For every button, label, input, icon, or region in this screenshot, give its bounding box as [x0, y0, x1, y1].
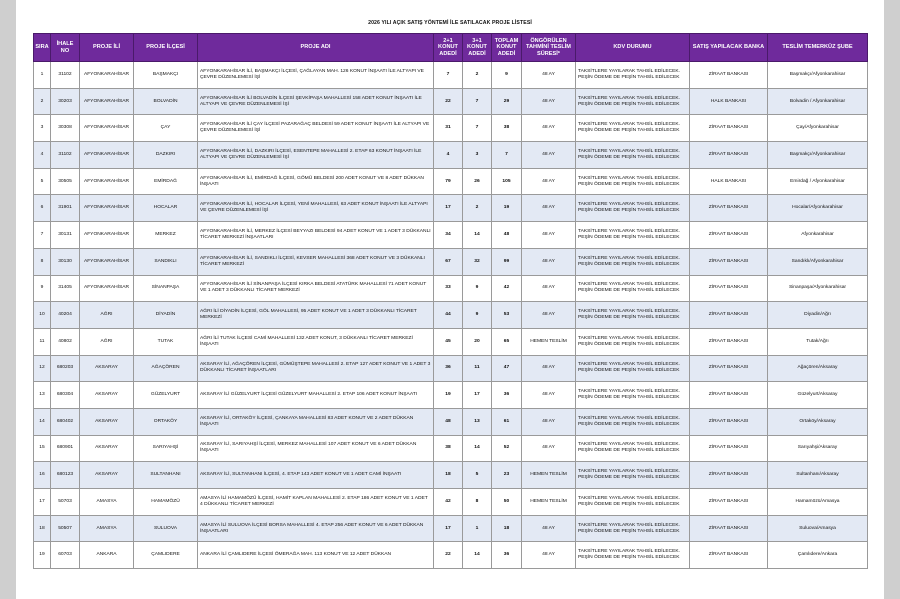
cell-kdv-durumu: TAKSİTLERE YAYILARAK TAHSİL EDİLECEK. PEŞİN ÖDEME DE PEŞİN TAHSİL EDİLECEK — [576, 328, 690, 355]
cell-2plus1: 7 — [434, 62, 463, 89]
cell-proje-adi: AFYONKARAHİSAR İLİ, DAZKIRI İLÇESİ, ESENTEPE MAHALLESİ 2. ETAP 63 KONUT İNŞAATI İLE ALTYAPI VE ÇEVRE DÜZENLEMESİ İŞİ — [198, 142, 434, 169]
cell-2plus1: 45 — [434, 328, 463, 355]
cell-proje-ili: AMASYA — [80, 489, 134, 516]
cell-teslim-sube: Suluova/Amasya — [768, 515, 868, 542]
cell-kdv-durumu: TAKSİTLERE YAYILARAK TAHSİL EDİLECEK. PEŞİN ÖDEME DE PEŞİN TAHSİL EDİLECEK — [576, 515, 690, 542]
cell-teslim-suresi: 48 AY — [522, 88, 576, 115]
cell-kdv-durumu: TAKSİTLERE YAYILARAK TAHSİL EDİLECEK. PEŞİN ÖDEME DE PEŞİN TAHSİL EDİLECEK — [576, 88, 690, 115]
cell-banka: ZİRAAT BANKASI — [690, 462, 768, 489]
table-row — [34, 222, 868, 249]
cell-toplam: 38 — [492, 115, 522, 142]
cell-ihale-no: 31901 — [51, 195, 80, 222]
cell-sira: 10 — [34, 302, 51, 329]
cell-teslim-sube: Hamamözü/Amasya — [768, 489, 868, 516]
cell-banka: ZİRAAT BANKASI — [690, 382, 768, 409]
cell-proje-adi: AKSARAY İLİ, SARIYAHŞİ İLÇESİ, MERKEZ MAHALLESİ 107 ADET KONUT VE 6 ADET DÜKKAN İNŞAATI — [198, 435, 434, 462]
cell-3plus1: 14 — [463, 542, 492, 569]
cell-proje-adi: AFYONKARAHİSAR İLİ, HOCALAR İLÇESİ, YENİ MAHALLESİ, 63 ADET KONUT İNŞAATI İLE ALTYAPI VE ÇEVRE DÜZENLEMESİ İŞİ — [198, 195, 434, 222]
cell-3plus1: 32 — [463, 248, 492, 275]
cell-sira: 18 — [34, 515, 51, 542]
cell-2plus1: 19 — [434, 382, 463, 409]
cell-toplam: 42 — [492, 275, 522, 302]
cell-proje-ilcesi: EMİRDAĞ — [134, 168, 198, 195]
header-2plus1: 2+1 KONUT ADEDİ — [434, 34, 463, 62]
cell-kdv-durumu: TAKSİTLERE YAYILARAK TAHSİL EDİLECEK. PEŞİN ÖDEME DE PEŞİN TAHSİL EDİLECEK — [576, 62, 690, 89]
cell-proje-ili: AFYONKARAHİSAR — [80, 88, 134, 115]
cell-teslim-sube: Çay/Afyonkarahisar — [768, 115, 868, 142]
cell-banka: HALK BANKASI — [690, 168, 768, 195]
cell-toplam: 65 — [492, 328, 522, 355]
table-row — [34, 408, 868, 435]
cell-banka: ZİRAAT BANKASI — [690, 115, 768, 142]
project-table — [33, 33, 868, 569]
cell-toplam: 105 — [492, 168, 522, 195]
cell-sira: 6 — [34, 195, 51, 222]
header-proje-adi: PROJE ADI — [198, 34, 434, 62]
cell-proje-adi: AFYONKARAHİSAR İLİ, BAŞMAKÇI İLÇESİ, ÇAĞLAYAN MAH. 126 KONUT İNŞAATI İLE ALTYAPI VE ÇEVRE DÜZENLEMESİ İŞİ — [198, 62, 434, 89]
cell-banka: ZİRAAT BANKASI — [690, 275, 768, 302]
cell-proje-ilcesi: SULUOVA — [134, 515, 198, 542]
cell-proje-adi: AFYONKARAHİSAR İLİ, EMİRDAĞ İLÇESİ, GÖMÜ BELDESİ 200 ADET KONUT VE 8 ADET DÜKKAN İNŞAATI — [198, 168, 434, 195]
cell-kdv-durumu: TAKSİTLERE YAYILARAK TAHSİL EDİLECEK. PEŞİN ÖDEME DE PEŞİN TAHSİL EDİLECEK — [576, 142, 690, 169]
table-row — [34, 248, 868, 275]
cell-toplam: 7 — [492, 142, 522, 169]
cell-3plus1: 7 — [463, 115, 492, 142]
header-teslim-sube: TESLİM TEMERKÜZ ŞUBE — [768, 34, 868, 62]
table-row — [34, 462, 868, 489]
cell-proje-ilcesi: AĞAÇÖREN — [134, 355, 198, 382]
cell-kdv-durumu: TAKSİTLERE YAYILARAK TAHSİL EDİLECEK. PEŞİN ÖDEME DE PEŞİN TAHSİL EDİLECEK — [576, 542, 690, 569]
cell-toplam: 29 — [492, 88, 522, 115]
cell-teslim-suresi: 48 AY — [522, 275, 576, 302]
cell-teslim-suresi: 48 AY — [522, 195, 576, 222]
cell-toplam: 61 — [492, 408, 522, 435]
cell-proje-adi: AFYONKARAHİSAR İLİ, MERKEZ İLÇESİ BEYYAZI BELDESİ 94 ADET KONUT VE 1 ADET 3 DÜKKANLI TİCARET MERKEZİ İNŞAATLARI — [198, 222, 434, 249]
cell-kdv-durumu: TAKSİTLERE YAYILARAK TAHSİL EDİLECEK. PEŞİN ÖDEME DE PEŞİN TAHSİL EDİLECEK — [576, 382, 690, 409]
cell-proje-ili: AFYONKARAHİSAR — [80, 142, 134, 169]
cell-teslim-sube: Emirdağ / Afyonkarahisar — [768, 168, 868, 195]
document-title: 2026 YILI AÇIK SATIŞ YÖNTEMİ İLE SATILACAK PROJE LİSTESİ — [368, 20, 532, 26]
cell-teslim-sube: Çamlıdere/Ankara — [768, 542, 868, 569]
cell-teslim-sube: Bolvadin / Afyonkarahisar — [768, 88, 868, 115]
cell-proje-ilcesi: BAŞMAKÇI — [134, 62, 198, 89]
cell-proje-ili: AĞRI — [80, 302, 134, 329]
cell-kdv-durumu: TAKSİTLERE YAYILARAK TAHSİL EDİLECEK. PEŞİN ÖDEME DE PEŞİN TAHSİL EDİLECEK — [576, 355, 690, 382]
table-row — [34, 515, 868, 542]
cell-3plus1: 14 — [463, 222, 492, 249]
header-teslim-suresi: ÖNGÖRÜLEN TAHMİNİ TESLİM SÜRESİ* — [522, 34, 576, 62]
cell-proje-adi: AĞRI İLİ DİYADİN İLÇESİ, GÖL MAHALLESİ, 95 ADET KONUT VE 1 ADET 3 DÜKKANLI TİCARET MERKEZİ — [198, 302, 434, 329]
cell-banka: ZİRAAT BANKASI — [690, 489, 768, 516]
cell-ihale-no: 30130 — [51, 248, 80, 275]
cell-proje-ili: AĞRI — [80, 328, 134, 355]
cell-proje-ili: AKSARAY — [80, 355, 134, 382]
cell-ihale-no: 50507 — [51, 515, 80, 542]
cell-banka: ZİRAAT BANKASI — [690, 435, 768, 462]
cell-banka: ZİRAAT BANKASI — [690, 62, 768, 89]
table-row — [34, 435, 868, 462]
cell-proje-ili: AFYONKARAHİSAR — [80, 248, 134, 275]
cell-ihale-no: 680203 — [51, 355, 80, 382]
header-3plus1: 3+1 KONUT ADEDİ — [463, 34, 492, 62]
cell-teslim-sube: Sandıklı/Afyonkarahisar — [768, 248, 868, 275]
cell-toplam: 99 — [492, 248, 522, 275]
cell-3plus1: 9 — [463, 302, 492, 329]
cell-toplam: 48 — [492, 222, 522, 249]
cell-teslim-suresi: 48 AY — [522, 382, 576, 409]
table-row — [34, 382, 868, 409]
cell-proje-ilcesi: SULTANHANI — [134, 462, 198, 489]
cell-proje-adi: ANKARA İLİ ÇAMLIDERE İLÇESİ ÖMERAĞA MAH. 113 KONUT VE 12 ADET DÜKKAN — [198, 542, 434, 569]
cell-kdv-durumu: TAKSİTLERE YAYILARAK TAHSİL EDİLECEK. PEŞİN ÖDEME DE PEŞİN TAHSİL EDİLECEK — [576, 168, 690, 195]
cell-proje-ilcesi: SANDIKLI — [134, 248, 198, 275]
cell-toplam: 50 — [492, 489, 522, 516]
cell-sira: 3 — [34, 115, 51, 142]
header-sira: SIRA — [34, 34, 51, 62]
cell-3plus1: 1 — [463, 515, 492, 542]
cell-teslim-suresi: 48 AY — [522, 302, 576, 329]
cell-teslim-sube: Tutak/Ağrı — [768, 328, 868, 355]
cell-3plus1: 7 — [463, 88, 492, 115]
table-row — [34, 88, 868, 115]
cell-2plus1: 79 — [434, 168, 463, 195]
cell-proje-ili: AFYONKARAHİSAR — [80, 195, 134, 222]
cell-kdv-durumu: TAKSİTLERE YAYILARAK TAHSİL EDİLECEK. PEŞİN ÖDEME DE PEŞİN TAHSİL EDİLECEK — [576, 302, 690, 329]
cell-proje-ilcesi: TUTAK — [134, 328, 198, 355]
cell-proje-ili: AFYONKARAHİSAR — [80, 62, 134, 89]
cell-proje-adi: AMASYA İLİ HAMAMÖZÜ İLÇESİ, HAMİT KAPLAN MAHALLESİ 2. ETAP 186 ADET KONUT VE 1 ADET 4 DÜKKANLI TİCARET MERKEZİ — [198, 489, 434, 516]
cell-proje-ili: AKSARAY — [80, 382, 134, 409]
cell-kdv-durumu: TAKSİTLERE YAYILARAK TAHSİL EDİLECEK. PEŞİN ÖDEME DE PEŞİN TAHSİL EDİLECEK — [576, 275, 690, 302]
cell-toplam: 36 — [492, 382, 522, 409]
cell-proje-adi: AFYONKARAHİSAR İLİ, SANDIKLI İLÇESİ, KEVSER MAHALLESİ 368 ADET KONUT VE 3 DÜKKANLI TİCARET MERKEZİ — [198, 248, 434, 275]
cell-teslim-sube: Güzelyurt/Aksaray — [768, 382, 868, 409]
cell-teslim-sube: Ağaçören/Aksaray — [768, 355, 868, 382]
cell-sira: 4 — [34, 142, 51, 169]
table-row — [34, 328, 868, 355]
cell-2plus1: 33 — [434, 275, 463, 302]
cell-toplam: 18 — [492, 515, 522, 542]
cell-teslim-suresi: 48 AY — [522, 435, 576, 462]
header-banka: SATIŞ YAPILACAK BANKA — [690, 34, 768, 62]
cell-ihale-no: 30203 — [51, 88, 80, 115]
cell-2plus1: 4 — [434, 142, 463, 169]
cell-proje-adi: AKSARAY İLİ GÜZELYURT İLÇESİ GÜZELYURT MAHALLESİ 2. ETAP 106 ADET KONUT İNŞAATI — [198, 382, 434, 409]
cell-teslim-sube: Sultanhanı/Aksaray — [768, 462, 868, 489]
table-row — [34, 489, 868, 516]
cell-ihale-no: 680901 — [51, 435, 80, 462]
cell-proje-ili: AKSARAY — [80, 408, 134, 435]
cell-teslim-suresi: 48 AY — [522, 222, 576, 249]
cell-teslim-suresi: HEMEN TESLİM — [522, 489, 576, 516]
cell-ihale-no: 680123 — [51, 462, 80, 489]
header-proje-ilcesi: PROJE İLÇESİ — [134, 34, 198, 62]
cell-proje-ili: AKSARAY — [80, 435, 134, 462]
cell-teslim-sube: Ortaköy/Aksaray — [768, 408, 868, 435]
cell-teslim-sube: Sinanpaşa/Afyonkarahisar — [768, 275, 868, 302]
cell-proje-ili: AKSARAY — [80, 462, 134, 489]
cell-sira: 8 — [34, 248, 51, 275]
cell-2plus1: 67 — [434, 248, 463, 275]
cell-2plus1: 48 — [434, 408, 463, 435]
cell-sira: 7 — [34, 222, 51, 249]
cell-2plus1: 22 — [434, 542, 463, 569]
cell-proje-adi: AKSARAY İLİ, ORTAKÖY İLÇESİ, ÇANKAYA MAHALLESİ 83 ADET KONUT VE 2 ADET DÜKKAN İNŞAATI — [198, 408, 434, 435]
cell-toplam: 9 — [492, 62, 522, 89]
cell-kdv-durumu: TAKSİTLERE YAYILARAK TAHSİL EDİLECEK. PEŞİN ÖDEME DE PEŞİN TAHSİL EDİLECEK — [576, 462, 690, 489]
cell-proje-ili: ANKARA — [80, 542, 134, 569]
cell-3plus1: 14 — [463, 435, 492, 462]
cell-banka: ZİRAAT BANKASI — [690, 408, 768, 435]
cell-toplam: 23 — [492, 462, 522, 489]
table-row — [34, 195, 868, 222]
cell-sira: 16 — [34, 462, 51, 489]
cell-kdv-durumu: TAKSİTLERE YAYILARAK TAHSİL EDİLECEK. PEŞİN ÖDEME DE PEŞİN TAHSİL EDİLECEK — [576, 222, 690, 249]
cell-sira: 9 — [34, 275, 51, 302]
cell-3plus1: 3 — [463, 142, 492, 169]
cell-proje-adi: AMASYA İLİ SULUOVA İLÇESİ BORSA MAHALLESİ 4. ETAP 256 ADET KONUT VE 6 ADET DÜKKAN İNŞAATLARI — [198, 515, 434, 542]
cell-2plus1: 17 — [434, 195, 463, 222]
cell-sira: 1 — [34, 62, 51, 89]
cell-toplam: 47 — [492, 355, 522, 382]
cell-banka: ZİRAAT BANKASI — [690, 542, 768, 569]
cell-sira: 2 — [34, 88, 51, 115]
cell-2plus1: 31 — [434, 115, 463, 142]
cell-proje-ilcesi: ORTAKÖY — [134, 408, 198, 435]
cell-3plus1: 9 — [463, 275, 492, 302]
cell-banka: ZİRAAT BANKASI — [690, 142, 768, 169]
cell-proje-ilcesi: DAZKIRI — [134, 142, 198, 169]
cell-proje-ili: AFYONKARAHİSAR — [80, 115, 134, 142]
cell-proje-ilcesi: HAMAMÖZÜ — [134, 489, 198, 516]
cell-ihale-no: 30308 — [51, 115, 80, 142]
cell-banka: ZİRAAT BANKASI — [690, 328, 768, 355]
table-row — [34, 62, 868, 89]
cell-2plus1: 34 — [434, 222, 463, 249]
cell-proje-ilcesi: SARIYAHŞİ — [134, 435, 198, 462]
cell-toplam: 36 — [492, 542, 522, 569]
table-row — [34, 275, 868, 302]
cell-teslim-suresi: 48 AY — [522, 115, 576, 142]
cell-teslim-suresi: 48 AY — [522, 142, 576, 169]
cell-banka: ZİRAAT BANKASI — [690, 248, 768, 275]
cell-teslim-suresi: 48 AY — [522, 355, 576, 382]
cell-ihale-no: 680402 — [51, 408, 80, 435]
table-row — [34, 355, 868, 382]
cell-teslim-suresi: 48 AY — [522, 542, 576, 569]
cell-3plus1: 11 — [463, 355, 492, 382]
cell-teslim-sube: Afyonkarahisar — [768, 222, 868, 249]
cell-banka: ZİRAAT BANKASI — [690, 302, 768, 329]
cell-proje-adi: AFYONKARAHİSAR İLİ BOLVADİN İLÇESİ ŞEVKİPAŞA MAHALLESİ 158 ADET KONUT İNŞAATI İLE ALTYAPI VE ÇEVRE DÜZENLEMESİ İŞİ — [198, 88, 434, 115]
cell-3plus1: 26 — [463, 168, 492, 195]
cell-2plus1: 17 — [434, 515, 463, 542]
cell-sira: 19 — [34, 542, 51, 569]
cell-teslim-suresi: HEMEN TESLİM — [522, 328, 576, 355]
cell-kdv-durumu: TAKSİTLERE YAYILARAK TAHSİL EDİLECEK. PEŞİN ÖDEME DE PEŞİN TAHSİL EDİLECEK — [576, 435, 690, 462]
header-kdv-durumu: KDV DURUMU — [576, 34, 690, 62]
cell-3plus1: 5 — [463, 462, 492, 489]
cell-kdv-durumu: TAKSİTLERE YAYILARAK TAHSİL EDİLECEK. PEŞİN ÖDEME DE PEŞİN TAHSİL EDİLECEK — [576, 115, 690, 142]
cell-teslim-suresi: 48 AY — [522, 168, 576, 195]
cell-teslim-sube: Başmakçı/Afyonkarahisar — [768, 142, 868, 169]
cell-proje-ilcesi: GÜZELYURT — [134, 382, 198, 409]
cell-2plus1: 36 — [434, 355, 463, 382]
cell-sira: 11 — [34, 328, 51, 355]
cell-teslim-suresi: 48 AY — [522, 62, 576, 89]
table-row — [34, 542, 868, 569]
cell-teslim-sube: Başmakçı/Afyonkarahisar — [768, 62, 868, 89]
cell-proje-ilcesi: BOLVADİN — [134, 88, 198, 115]
cell-sira: 13 — [34, 382, 51, 409]
cell-proje-adi: AKSARAY İLİ, SULTANHANI İLÇESİ, 4. ETAP 143 ADET KONUT VE 1 ADET CAMİ İNŞAATI — [198, 462, 434, 489]
cell-ihale-no: 60703 — [51, 542, 80, 569]
cell-proje-ili: AFYONKARAHİSAR — [80, 222, 134, 249]
cell-proje-ili: AFYONKARAHİSAR — [80, 168, 134, 195]
cell-proje-ilcesi: DİYADİN — [134, 302, 198, 329]
cell-sira: 17 — [34, 489, 51, 516]
cell-kdv-durumu: TAKSİTLERE YAYILARAK TAHSİL EDİLECEK. PEŞİN ÖDEME DE PEŞİN TAHSİL EDİLECEK — [576, 489, 690, 516]
cell-3plus1: 17 — [463, 382, 492, 409]
table-row — [34, 168, 868, 195]
cell-teslim-suresi: 48 AY — [522, 408, 576, 435]
table-row — [34, 142, 868, 169]
cell-proje-adi: AĞRI İLİ TUTAK İLÇESİ CAMİ MAHALLESİ 132 ADET KONUT, 3 DÜKKANLI TİCARET MERKEZİ İNŞAATI — [198, 328, 434, 355]
cell-kdv-durumu: TAKSİTLERE YAYILARAK TAHSİL EDİLECEK. PEŞİN ÖDEME DE PEŞİN TAHSİL EDİLECEK — [576, 195, 690, 222]
cell-ihale-no: 31102 — [51, 142, 80, 169]
cell-teslim-suresi: 48 AY — [522, 248, 576, 275]
header-proje-ili: PROJE İLİ — [80, 34, 134, 62]
cell-2plus1: 44 — [434, 302, 463, 329]
cell-3plus1: 2 — [463, 62, 492, 89]
cell-toplam: 53 — [492, 302, 522, 329]
cell-toplam: 52 — [492, 435, 522, 462]
cell-proje-adi: AFYONKARAHİSAR İLİ SİNANPAŞA İLÇESİ KIRKA BELDESİ ATATÜRK MAHALLESİ 71 ADET KONUT VE 1 ADET 3 DÜKKANLI TİCARET MERKEZİ — [198, 275, 434, 302]
cell-proje-ilcesi: ÇAMLIDERE — [134, 542, 198, 569]
cell-teslim-suresi: HEMEN TESLİM — [522, 462, 576, 489]
cell-ihale-no: 40802 — [51, 328, 80, 355]
cell-3plus1: 2 — [463, 195, 492, 222]
cell-ihale-no: 40204 — [51, 302, 80, 329]
cell-proje-adi: AKSARAY İLİ, AĞAÇÖREN İLÇESİ, GÜMÜŞTEPE MAHALLESİ 2. ETAP 127 ADET KONUT VE 1 ADET 3 DÜKKANLI TİCARET İNŞAATLARI — [198, 355, 434, 382]
cell-sira: 5 — [34, 168, 51, 195]
cell-kdv-durumu: TAKSİTLERE YAYILARAK TAHSİL EDİLECEK. PEŞİN ÖDEME DE PEŞİN TAHSİL EDİLECEK — [576, 248, 690, 275]
cell-ihale-no: 31405 — [51, 275, 80, 302]
cell-proje-ilcesi: MERKEZ — [134, 222, 198, 249]
cell-ihale-no: 31102 — [51, 62, 80, 89]
cell-ihale-no: 50703 — [51, 489, 80, 516]
table-row — [34, 115, 868, 142]
table-header-row — [34, 34, 868, 62]
cell-banka: HALK BANKASI — [690, 88, 768, 115]
cell-teslim-sube: Hocalar/Afyonkarahisar — [768, 195, 868, 222]
cell-proje-ilcesi: HOCALAR — [134, 195, 198, 222]
header-toplam: TOPLAM KONUT ADEDİ — [492, 34, 522, 62]
cell-2plus1: 38 — [434, 435, 463, 462]
cell-toplam: 19 — [492, 195, 522, 222]
cell-proje-adi: AFYONKARAHİSAR İLİ ÇAY İLÇESİ PAZARAĞAÇ BELDESİ 59 ADET KONUT İNŞAATI İLE ALTYAPI VE ÇEVRE DÜZENLEMESİ İŞİ — [198, 115, 434, 142]
cell-ihale-no: 30505 — [51, 168, 80, 195]
cell-banka: ZİRAAT BANKASI — [690, 515, 768, 542]
cell-banka: ZİRAAT BANKASI — [690, 222, 768, 249]
table-row — [34, 302, 868, 329]
cell-kdv-durumu: TAKSİTLERE YAYILARAK TAHSİL EDİLECEK. PEŞİN ÖDEME DE PEŞİN TAHSİL EDİLECEK — [576, 408, 690, 435]
cell-ihale-no: 30131 — [51, 222, 80, 249]
cell-teslim-sube: Sarıyahşi/Aksaray — [768, 435, 868, 462]
cell-proje-ilcesi: ÇAY — [134, 115, 198, 142]
document-page — [16, 0, 884, 599]
cell-sira: 14 — [34, 408, 51, 435]
cell-sira: 15 — [34, 435, 51, 462]
cell-sira: 12 — [34, 355, 51, 382]
cell-3plus1: 13 — [463, 408, 492, 435]
cell-2plus1: 18 — [434, 462, 463, 489]
cell-3plus1: 20 — [463, 328, 492, 355]
table-body — [34, 62, 868, 569]
cell-banka: ZİRAAT BANKASI — [690, 355, 768, 382]
header-ihale-no: İHALE NO — [51, 34, 80, 62]
cell-proje-ilcesi: SİNANPAŞA — [134, 275, 198, 302]
cell-teslim-sube: Diyadin/Ağrı — [768, 302, 868, 329]
cell-proje-ili: AFYONKARAHİSAR — [80, 275, 134, 302]
cell-proje-ili: AMASYA — [80, 515, 134, 542]
cell-2plus1: 42 — [434, 489, 463, 516]
cell-3plus1: 8 — [463, 489, 492, 516]
cell-teslim-suresi: 48 AY — [522, 515, 576, 542]
cell-2plus1: 22 — [434, 88, 463, 115]
cell-ihale-no: 680304 — [51, 382, 80, 409]
cell-banka: ZİRAAT BANKASI — [690, 195, 768, 222]
